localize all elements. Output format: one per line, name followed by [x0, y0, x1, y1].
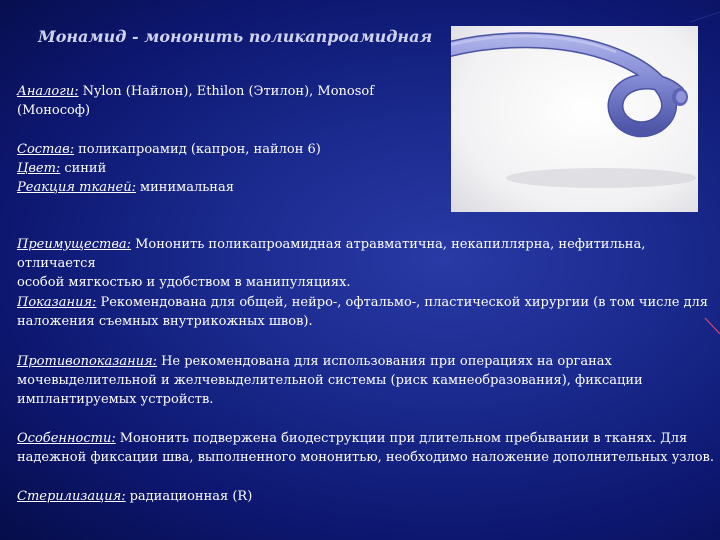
contraindications-line2: мочевыделительной и желчевыделительной системы (риск камнеобразования), фиксации: [17, 373, 643, 388]
sterilization-label: Стерилизация:: [17, 489, 126, 504]
sterilization-section: [17, 487, 717, 506]
suture-thread-image: [451, 26, 698, 212]
features-line1: Мононить подвержена биодеструкции при длительном пребывании в тканях. Для: [119, 431, 688, 446]
color-label: Цвет:: [17, 161, 61, 176]
features-section: [17, 429, 717, 467]
composition-value: поликапроамид (капрон, найлон 6): [78, 142, 321, 157]
indications-section: [17, 293, 717, 331]
analogs-label: Аналоги:: [17, 84, 79, 99]
features-line2: надежной фиксации шва, выполненного мононитью, необходимо наложение дополнительных узлов.: [17, 450, 715, 465]
analogs-line2: (Монософ): [17, 103, 91, 118]
composition-label: Состав:: [17, 142, 75, 157]
indications-line2: наложения съемных внутрикожных швов).: [17, 314, 313, 329]
contraindications-line1: Не рекомендована для использования при операциях на органах: [161, 354, 612, 369]
advantages-line2: особой мягкостью и удобством в манипуляциях.: [17, 275, 351, 290]
indications-label: Показания:: [17, 295, 97, 310]
features-label: Особенности:: [17, 431, 116, 446]
advantages-label: Преимущества:: [17, 237, 132, 252]
contraindications-line3: имплантируемых устройств.: [17, 392, 214, 407]
slide-title: Монамид - мононить поликапроамидная: [38, 27, 433, 46]
indications-line1: Рекомендована для общей, нейро-, офтальмо-, пластической хирургии (в том числе для: [100, 295, 708, 310]
analogs-line1: Nylon (Найлон), Ethilon (Этилон), Monosof: [82, 84, 375, 99]
sterilization-value: радиационная (R): [129, 489, 253, 504]
advantages-section: [17, 235, 717, 292]
reaction-value: минимальная: [140, 180, 234, 195]
analogs-section: [17, 82, 437, 120]
reaction-label: Реакция тканей:: [17, 180, 136, 195]
contraindications-section: [17, 352, 717, 409]
advantages-line1: Мононить поликапроамидная атравматична, некапиллярна, нефитильна, отличается: [17, 237, 646, 271]
contraindications-label: Противопоказания:: [17, 354, 158, 369]
color-value: синий: [64, 161, 107, 176]
properties-section: [17, 140, 437, 197]
